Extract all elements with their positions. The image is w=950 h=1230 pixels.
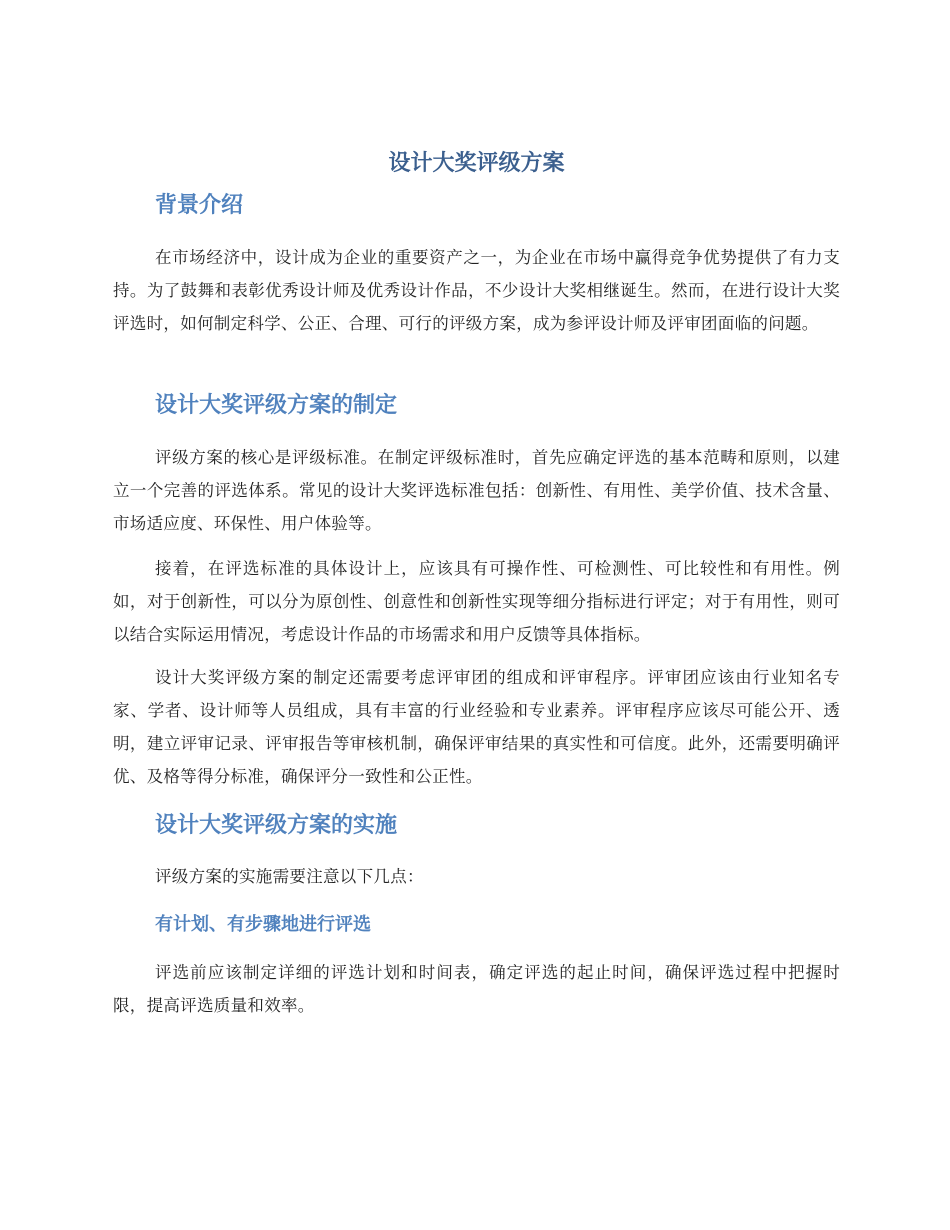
- paragraph-implementation-intro: 评级方案的实施需要注意以下几点：: [155, 867, 424, 886]
- paragraph-formulation-3: 设计大奖评级方案的制定还需要考虑评审团的组成和评审程序。评审团应该由行业知名专家、学者、设计师等人员组成，具有丰富的行业经验和专业素养。评审程序应该尽可能公开、透明，建立评审记录、评审报告等审核机制，确保评审结果的真实性和可信度。此外，还需要明确评优、及格等得分标准，确保评分一致性和公正性。: [113, 668, 840, 786]
- paragraph-background: 在市场经济中，设计成为企业的重要资产之一，为企业在市场中赢得竞争优势提供了有力支持。为了鼓舞和表彰优秀设计师及优秀设计作品，不少设计大奖相继诞生。然而，在进行设计大奖评选时，如何制定科学、公正、合理、可行的评级方案，成为参评设计师及评审团面临的问题。: [113, 248, 840, 333]
- section-heading-implementation: 设计大奖评级方案的实施: [155, 813, 398, 838]
- section-heading-background: 背景介绍: [155, 193, 244, 218]
- paragraph-formulation-1: 评级方案的核心是评级标准。在制定评级标准时，首先应确定评选的基本范畴和原则，以建立一个完善的评选体系。常见的设计大奖评选标准包括：创新性、有用性、美学价值、技术含量、市场适应度、环保性、用户体验等。: [113, 448, 840, 533]
- section-heading-formulation: 设计大奖评级方案的制定: [155, 393, 398, 418]
- paragraph-planned-evaluation: 评选前应该制定详细的评选计划和时间表，确定评选的起止时间，确保评选过程中把握时限，提高评选质量和效率。: [113, 963, 840, 1015]
- paragraph-formulation-2: 接着，在评选标准的具体设计上，应该具有可操作性、可检测性、可比较性和有用性。例如，对于创新性，可以分为原创性、创意性和创新性实现等细分指标进行评定；对于有用性，则可以结合实际运用情况，考虑设计作品的市场需求和用户反馈等具体指标。: [113, 559, 840, 644]
- document-title: 设计大奖评级方案: [388, 151, 565, 176]
- subsection-heading-planned-evaluation: 有计划、有步骤地进行评选: [155, 914, 371, 935]
